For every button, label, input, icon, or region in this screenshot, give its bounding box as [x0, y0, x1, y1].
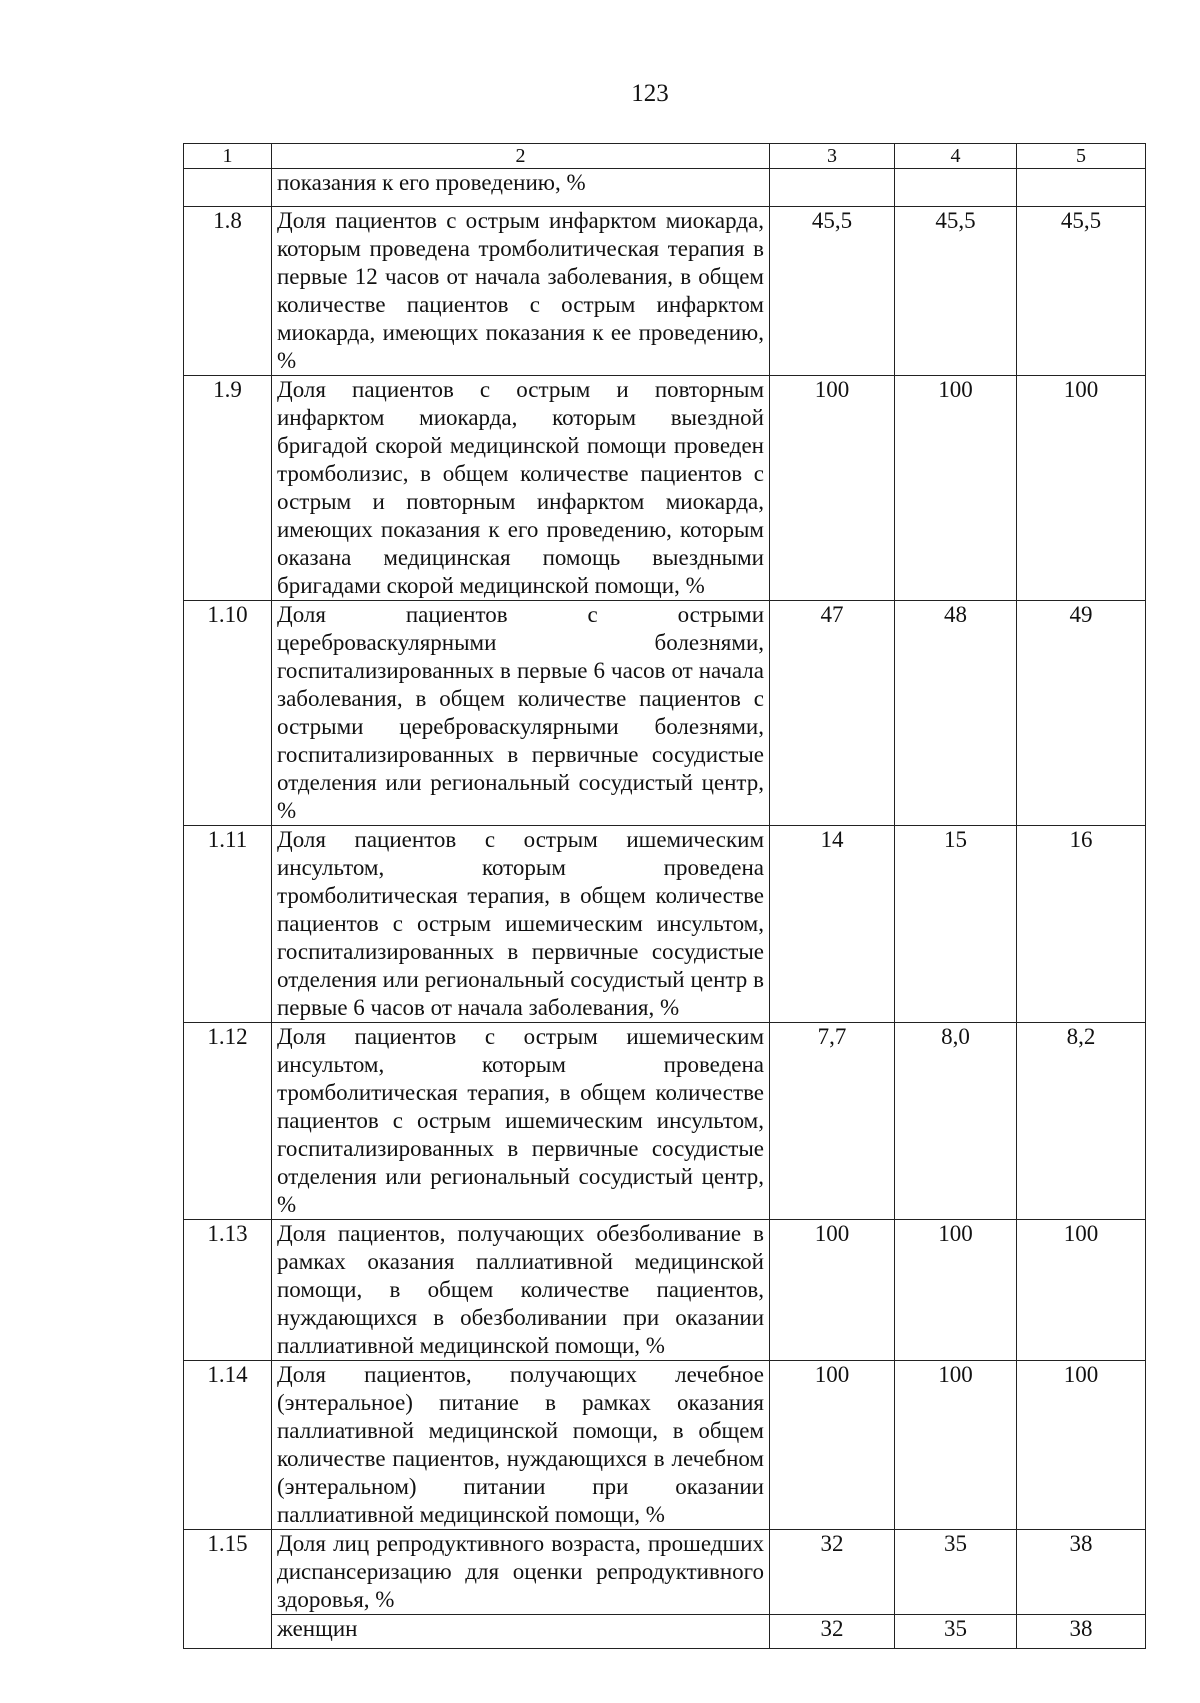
- value-col5: 8,2: [1017, 1023, 1146, 1220]
- table-row: [184, 169, 1146, 207]
- value-col3: 100: [770, 376, 895, 601]
- value-col4: 15: [895, 826, 1017, 1023]
- indicator-description: Доля пациентов, получающих обезболивание в рамках оказания паллиативной медицинской помощи, в общем количестве пациентов, нуждающихся в обезболивании при оказании паллиативной медицинской помощи, %: [272, 1220, 770, 1361]
- table-row: [184, 1615, 1146, 1649]
- indicator-description: Доля пациентов с острым ишемическим инсультом, которым проведена тромболитическая терапия, в общем количестве пациентов с острым ишемическим инсультом, госпитализированных в первичные сосудистые отделения или региональный сосудистый центр в первые 6 часов от начала заболевания, %: [272, 826, 770, 1023]
- row-number: 1.13: [184, 1220, 272, 1361]
- value-col3: 32: [770, 1530, 895, 1615]
- value-col3: 45,5: [770, 207, 895, 376]
- row-number: 1.8: [184, 207, 272, 376]
- column-header: 5: [1017, 144, 1146, 169]
- value-col4: 100: [895, 1361, 1017, 1530]
- value-col3: 47: [770, 601, 895, 826]
- indicator-description: показания к его проведению, %: [272, 169, 770, 207]
- value-col5: 38: [1017, 1530, 1146, 1615]
- value-col3: 100: [770, 1220, 895, 1361]
- value-col4: 35: [895, 1530, 1017, 1615]
- indicator-description: Доля пациентов с острым ишемическим инсультом, которым проведена тромболитическая терапия, в общем количестве пациентов с острым ишемическим инсультом, госпитализированных в первичные сосудистые отделения или региональный сосудистый центр, %: [272, 1023, 770, 1220]
- value-col4: 8,0: [895, 1023, 1017, 1220]
- row-number: 1.14: [184, 1361, 272, 1530]
- indicator-description: женщин: [272, 1615, 770, 1649]
- indicator-description: Доля пациентов с острым и повторным инфарктом миокарда, которым выездной бригадой скорой медицинской помощи проведен тромболизис, в общем количестве пациентов с острым и повторным инфарктом миокарда, имеющих показания к его проведению, которым оказана медицинская помощь выездными бригадами скорой медицинской помощи, %: [272, 376, 770, 601]
- column-header: 2: [272, 144, 770, 169]
- row-number: 1.12: [184, 1023, 272, 1220]
- row-number: [184, 169, 272, 207]
- table-row: [184, 1530, 1146, 1615]
- indicator-description: Доля пациентов с острым инфарктом миокарда, которым проведена тромболитическая терапия в первые 12 часов от начала заболевания, в общем количестве пациентов с острым инфарктом миокарда, имеющих показания к ее проведению, %: [272, 207, 770, 376]
- column-header: 4: [895, 144, 1017, 169]
- row-number: 1.10: [184, 601, 272, 826]
- row-number: 1.11: [184, 826, 272, 1023]
- table-row: [184, 826, 1146, 1023]
- indicator-description: Доля пациентов, получающих лечебное (энтеральное) питание в рамках оказания паллиативной медицинской помощи, в общем количестве пациентов, нуждающихся в лечебном (энтеральном) питании при оказании паллиативной медицинской помощи, %: [272, 1361, 770, 1530]
- value-col4: 35: [895, 1615, 1017, 1649]
- page-number: 123: [631, 80, 669, 107]
- value-col5: 49: [1017, 601, 1146, 826]
- value-col5: 100: [1017, 376, 1146, 601]
- table-row: [184, 1361, 1146, 1530]
- value-col5: [1017, 169, 1146, 207]
- value-col5: 100: [1017, 1361, 1146, 1530]
- indicators-table: [183, 143, 1146, 1649]
- value-col3: 14: [770, 826, 895, 1023]
- value-col3: 100: [770, 1361, 895, 1530]
- table-row: [184, 376, 1146, 601]
- value-col5: 100: [1017, 1220, 1146, 1361]
- value-col4: 45,5: [895, 207, 1017, 376]
- table-row: [184, 1023, 1146, 1220]
- value-col5: 45,5: [1017, 207, 1146, 376]
- column-header: 3: [770, 144, 895, 169]
- value-col4: 48: [895, 601, 1017, 826]
- table-header-row: [184, 144, 1146, 169]
- column-header: 1: [184, 144, 272, 169]
- row-number: 1.9: [184, 376, 272, 601]
- value-col5: 38: [1017, 1615, 1146, 1649]
- value-col3: 7,7: [770, 1023, 895, 1220]
- indicator-description: Доля лиц репродуктивного возраста, прошедших диспансеризацию для оценки репродуктивного здоровья, %: [272, 1530, 770, 1615]
- value-col5: 16: [1017, 826, 1146, 1023]
- value-col3: [770, 169, 895, 207]
- value-col4: 100: [895, 1220, 1017, 1361]
- value-col4: 100: [895, 376, 1017, 601]
- value-col3: 32: [770, 1615, 895, 1649]
- row-number: 1.15: [184, 1530, 272, 1649]
- table-row: [184, 601, 1146, 826]
- table-row: [184, 1220, 1146, 1361]
- indicator-description: Доля пациентов с острыми цереброваскулярными болезнями, госпитализированных в первые 6 часов от начала заболевания, в общем количестве пациентов с острыми цереброваскулярными болезнями, госпитализированных в первичные сосудистые отделения или региональный сосудистый центр, %: [272, 601, 770, 826]
- value-col4: [895, 169, 1017, 207]
- table-row: [184, 207, 1146, 376]
